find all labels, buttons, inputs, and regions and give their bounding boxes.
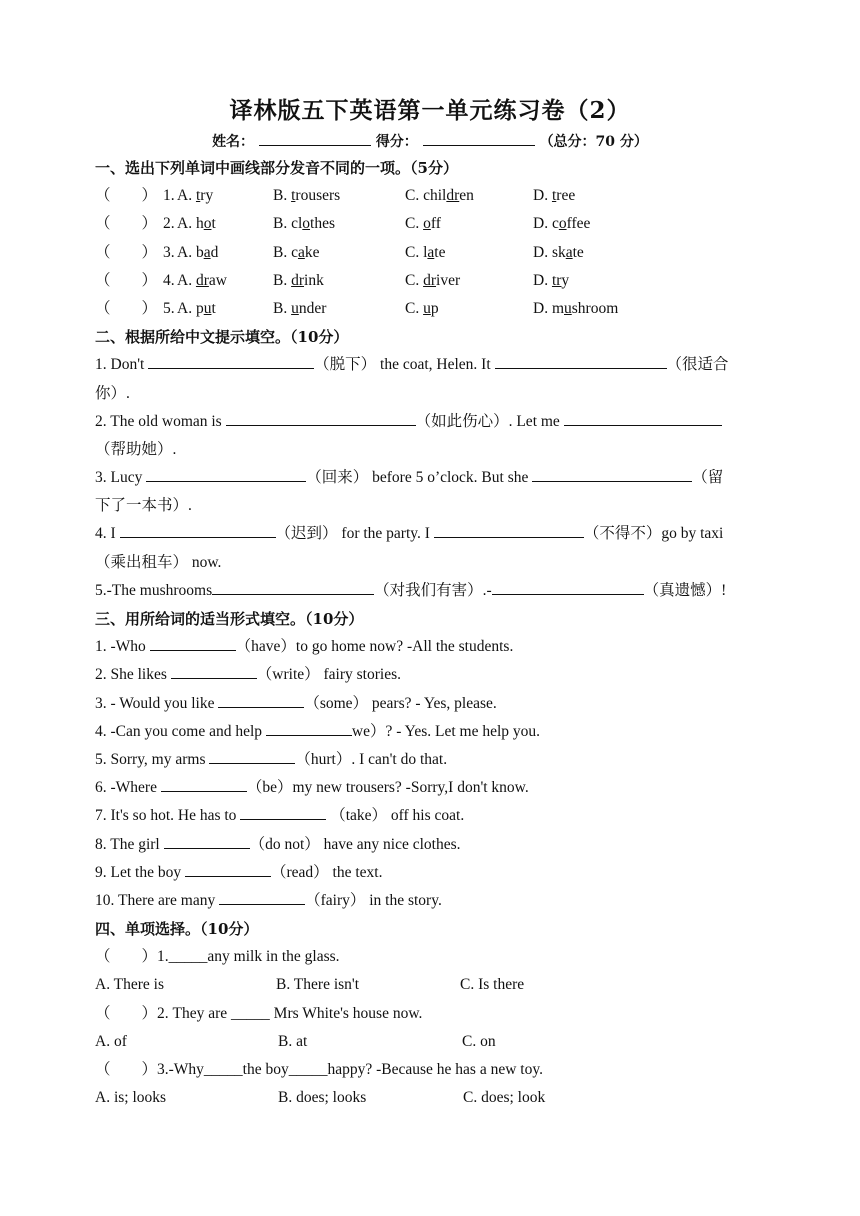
answer-blank[interactable] bbox=[532, 467, 692, 482]
answer-blank[interactable] bbox=[146, 467, 306, 482]
option-b[interactable] bbox=[273, 182, 340, 210]
option-a[interactable] bbox=[177, 239, 218, 267]
s3-text: （hurt）. I can't do that. bbox=[295, 750, 448, 768]
option-c[interactable] bbox=[405, 239, 445, 267]
option-c[interactable] bbox=[405, 267, 460, 295]
option-rest: shroom bbox=[571, 299, 619, 317]
option-d[interactable] bbox=[533, 295, 618, 323]
option-a[interactable]: A. There is bbox=[95, 976, 165, 994]
s2-text: （如此伤心）. Let me bbox=[415, 412, 564, 430]
option-rest: ink bbox=[304, 271, 324, 289]
s1-item-4 bbox=[95, 267, 775, 295]
answer-blank[interactable] bbox=[240, 805, 326, 820]
name-blank[interactable] bbox=[259, 131, 371, 146]
s4-question-2 bbox=[95, 1000, 775, 1028]
option-rest: te bbox=[572, 243, 584, 261]
underlined-letters: dr bbox=[446, 187, 460, 205]
underlined-letters: a bbox=[203, 243, 211, 261]
option-b[interactable]: B. at bbox=[278, 1032, 308, 1050]
s1-item-3 bbox=[95, 239, 775, 267]
s3-text: （have）to go home now? -All the students. bbox=[235, 638, 514, 656]
s2-line-4-cont: （乘出租车） now. bbox=[95, 553, 222, 571]
section-3-items bbox=[95, 633, 775, 915]
s1-item-2 bbox=[95, 210, 775, 238]
option-c[interactable] bbox=[405, 182, 474, 210]
answer-blank[interactable] bbox=[219, 890, 305, 905]
option-rest: en bbox=[459, 187, 474, 205]
item-number: 4. bbox=[163, 271, 175, 289]
s2-text: （回来） before 5 o’clock. But she bbox=[306, 469, 533, 487]
option-middle: r bbox=[556, 187, 562, 205]
option-a[interactable] bbox=[177, 295, 216, 323]
student-info-line bbox=[0, 131, 860, 151]
s3-item-2 bbox=[95, 661, 775, 689]
answer-blank[interactable] bbox=[209, 749, 295, 764]
s3-item-5 bbox=[95, 746, 775, 774]
answer-bracket[interactable]: （ ） bbox=[95, 243, 158, 261]
underlined-letters: o bbox=[203, 215, 212, 233]
s3-text: （write） fairy stories. bbox=[256, 666, 401, 684]
underlined-letters: t bbox=[291, 187, 296, 205]
option-rest: y bbox=[561, 271, 570, 289]
option-b[interactable] bbox=[273, 295, 326, 323]
underlined-letters: u bbox=[203, 299, 212, 317]
option-b[interactable]: B. There isn't bbox=[276, 976, 360, 994]
option-rest: t bbox=[211, 215, 216, 233]
answer-blank[interactable] bbox=[495, 354, 667, 369]
underlined-letters: t bbox=[195, 187, 201, 205]
s3-text: （take） off his coat. bbox=[326, 807, 465, 825]
underlined-letters: o bbox=[558, 215, 567, 233]
s3-item-4 bbox=[95, 718, 775, 746]
option-prefix: A. bbox=[177, 187, 196, 205]
option-b[interactable]: B. does; looks bbox=[278, 1089, 367, 1107]
underlined-letters: dr bbox=[423, 271, 437, 289]
answer-blank[interactable] bbox=[212, 580, 374, 595]
answer-blank[interactable] bbox=[564, 411, 722, 426]
option-prefix: C. chil bbox=[405, 187, 447, 205]
answer-bracket[interactable]: （ ） bbox=[95, 1061, 158, 1078]
option-prefix: D. m bbox=[533, 299, 564, 317]
option-b[interactable] bbox=[273, 239, 320, 267]
underlined-letters: tr bbox=[551, 271, 562, 289]
option-d[interactable] bbox=[533, 210, 590, 238]
underlined-letters: a bbox=[565, 243, 573, 261]
option-rest: nder bbox=[298, 299, 327, 317]
score-label: 得分： bbox=[375, 134, 418, 150]
s3-item-3 bbox=[95, 690, 775, 718]
option-rest: aw bbox=[208, 271, 227, 289]
underlined-letters: o bbox=[423, 215, 431, 233]
item-number: 5. bbox=[163, 299, 175, 317]
s3-text: 9. Let the boy bbox=[95, 863, 185, 881]
option-d[interactable] bbox=[533, 182, 575, 210]
s3-text: （read） the text. bbox=[270, 863, 383, 881]
underlined-letters: u bbox=[423, 299, 431, 317]
section-1-items bbox=[95, 182, 775, 323]
s2-text: 3. Lucy bbox=[95, 469, 147, 487]
answer-bracket[interactable]: （ ） bbox=[95, 1004, 158, 1022]
s2-line-2-cont: （帮助她）. bbox=[95, 440, 177, 458]
option-prefix: C. bbox=[405, 299, 424, 317]
question-text: 1._____any milk in the glass. bbox=[157, 948, 340, 966]
option-prefix: C. bbox=[405, 215, 424, 233]
s3-item-1 bbox=[95, 633, 775, 661]
option-c[interactable]: C. Is there bbox=[460, 976, 525, 994]
answer-blank[interactable] bbox=[226, 411, 416, 426]
s3-text: 7. It's so hot. He has to bbox=[95, 807, 241, 825]
s2-text: 4. I bbox=[95, 525, 120, 543]
option-rest: ffee bbox=[566, 215, 591, 233]
option-prefix: D. bbox=[533, 271, 552, 289]
s2-line-3 bbox=[95, 464, 775, 492]
s3-text: （fairy） in the story. bbox=[305, 891, 442, 909]
total-score: （总分：70 分） bbox=[539, 134, 648, 150]
option-b[interactable] bbox=[273, 210, 335, 238]
underlined-letters: u bbox=[564, 299, 572, 317]
option-prefix: B. bbox=[273, 299, 292, 317]
s4-options-1 bbox=[95, 971, 775, 999]
option-rest: y bbox=[205, 187, 214, 205]
option-prefix: C. l bbox=[405, 243, 428, 261]
s3-text: we）? - Yes. Let me help you. bbox=[351, 722, 541, 740]
s4-options-3 bbox=[95, 1084, 775, 1112]
answer-blank[interactable] bbox=[150, 636, 236, 651]
option-c[interactable]: C. does; look bbox=[463, 1089, 546, 1107]
item-number: 2. bbox=[163, 215, 175, 233]
option-a[interactable] bbox=[177, 267, 227, 295]
option-a[interactable] bbox=[177, 210, 216, 238]
option-prefix: A. bbox=[177, 271, 196, 289]
s2-text: （不得不）go by taxi bbox=[583, 525, 724, 543]
s3-item-9 bbox=[95, 859, 775, 887]
s3-text: 5. Sorry, my arms bbox=[95, 750, 210, 768]
option-prefix: D. c bbox=[533, 215, 559, 233]
page-title: 译林版五下英语第一单元练习卷（2） bbox=[229, 97, 631, 124]
option-prefix: D. bbox=[533, 187, 552, 205]
answer-bracket[interactable]: （ ） bbox=[95, 299, 158, 317]
underlined-letters: t bbox=[551, 187, 557, 205]
s4-question-3 bbox=[95, 1056, 775, 1084]
s2-line-3-cont: 下了一本书）. bbox=[95, 497, 192, 515]
s3-text: 1. -Who bbox=[95, 638, 150, 656]
answer-blank[interactable] bbox=[185, 862, 271, 877]
s2-text: （对我们有害）.- bbox=[374, 581, 492, 599]
section-3-heading: 三、用所给词的适当形式填空。（10分） bbox=[95, 610, 364, 628]
s1-item-1 bbox=[95, 182, 775, 210]
answer-blank[interactable] bbox=[492, 580, 644, 595]
s2-line-1 bbox=[95, 351, 775, 379]
answer-blank[interactable] bbox=[434, 523, 584, 538]
answer-bracket[interactable]: （ ） bbox=[95, 215, 158, 233]
option-prefix: A. b bbox=[177, 243, 204, 261]
s3-item-7 bbox=[95, 802, 775, 830]
s1-item-5 bbox=[95, 295, 775, 323]
s2-text: （留 bbox=[692, 469, 724, 487]
s4-options-2 bbox=[95, 1028, 775, 1056]
option-prefix: A. h bbox=[177, 215, 204, 233]
underlined-letters: dr bbox=[291, 271, 305, 289]
s2-text: （迟到） for the party. I bbox=[275, 525, 434, 543]
option-a[interactable] bbox=[177, 182, 213, 210]
option-rest: te bbox=[434, 243, 446, 261]
name-label: 姓名： bbox=[212, 134, 255, 150]
s2-text: （真遗憾）! bbox=[643, 581, 727, 599]
s3-text: 4. -Can you come and help bbox=[95, 722, 266, 740]
option-d[interactable] bbox=[533, 239, 584, 267]
option-c[interactable] bbox=[405, 295, 439, 323]
item-number: 3. bbox=[163, 243, 175, 261]
option-rest: ke bbox=[304, 243, 320, 261]
question-text: 3.-Why_____the boy_____happy? -Because he has a new toy. bbox=[157, 1061, 543, 1078]
s3-text: 6. -Where bbox=[95, 779, 161, 797]
option-prefix: B. bbox=[273, 187, 292, 205]
s2-line-4 bbox=[95, 520, 775, 548]
answer-blank[interactable] bbox=[266, 721, 352, 736]
option-d[interactable] bbox=[533, 267, 569, 295]
section-1-heading: 一、选出下列单词中画线部分发音不同的一项。（5分） bbox=[95, 159, 458, 177]
option-c[interactable] bbox=[405, 210, 441, 238]
answer-bracket[interactable]: （ ） bbox=[95, 187, 158, 205]
option-rest: p bbox=[430, 299, 439, 317]
s2-text: （很适合 bbox=[666, 356, 729, 374]
underlined-letters: a bbox=[427, 243, 435, 261]
answer-blank[interactable] bbox=[218, 693, 304, 708]
option-middle: r bbox=[200, 187, 206, 205]
underlined-letters: o bbox=[302, 215, 311, 233]
s3-text: 2. She likes bbox=[95, 666, 171, 684]
answer-blank[interactable] bbox=[120, 523, 276, 538]
option-rest: thes bbox=[310, 215, 335, 233]
s2-text: （脱下） the coat, Helen. It bbox=[314, 356, 495, 374]
s3-item-6 bbox=[95, 774, 775, 802]
item-number: 1. bbox=[163, 187, 175, 205]
underlined-letters: dr bbox=[195, 271, 209, 289]
option-b[interactable] bbox=[273, 267, 324, 295]
s2-text: 2. The old woman is bbox=[95, 412, 226, 430]
worksheet-body bbox=[95, 154, 775, 1112]
answer-bracket[interactable]: （ ） bbox=[95, 948, 158, 966]
s3-item-10 bbox=[95, 887, 775, 915]
option-prefix: A. p bbox=[177, 299, 204, 317]
s2-text: 1. Don't bbox=[95, 356, 149, 374]
score-blank[interactable] bbox=[423, 131, 535, 146]
underlined-letters: a bbox=[297, 243, 305, 261]
option-rest: ousers bbox=[300, 187, 341, 205]
s3-text: （be）my new trousers? -Sorry,I don't know. bbox=[246, 779, 529, 797]
answer-blank[interactable] bbox=[171, 664, 257, 679]
option-rest: d bbox=[210, 243, 219, 261]
answer-blank[interactable] bbox=[161, 777, 247, 792]
s3-text: 8. The girl bbox=[95, 835, 164, 853]
option-a[interactable]: A. of bbox=[95, 1032, 127, 1050]
option-middle: r bbox=[295, 187, 301, 205]
s2-line-1-cont: 你）. bbox=[95, 384, 130, 402]
option-rest: t bbox=[211, 299, 216, 317]
answer-blank[interactable] bbox=[164, 834, 250, 849]
option-rest: iver bbox=[436, 271, 461, 289]
s3-text: （some） pears? - Yes, please. bbox=[304, 694, 497, 712]
answer-bracket[interactable]: （ ） bbox=[95, 271, 158, 289]
s2-text: 5.-The mushrooms bbox=[95, 581, 213, 599]
s2-line-5 bbox=[95, 577, 775, 605]
s4-question-1 bbox=[95, 943, 775, 971]
option-prefix: B. bbox=[273, 271, 292, 289]
s3-text: 3. - Would you like bbox=[95, 694, 219, 712]
s2-line-2 bbox=[95, 408, 775, 436]
section-2-heading: 二、根据所给中文提示填空。（10分） bbox=[95, 328, 349, 347]
question-text: 2. They are _____ Mrs White's house now. bbox=[157, 1004, 423, 1022]
section-4-heading: 四、单项选择。（10分） bbox=[95, 920, 259, 939]
option-prefix: B. c bbox=[273, 243, 298, 261]
option-prefix: B. cl bbox=[273, 215, 303, 233]
underlined-letters: u bbox=[291, 299, 299, 317]
option-rest: ee bbox=[561, 187, 576, 205]
option-rest: ff bbox=[430, 215, 441, 233]
option-prefix: C. bbox=[405, 271, 424, 289]
option-prefix: D. sk bbox=[533, 243, 566, 261]
s3-text: （do not） have any nice clothes. bbox=[249, 835, 461, 853]
answer-blank[interactable] bbox=[148, 354, 314, 369]
s3-item-8 bbox=[95, 831, 775, 859]
option-a[interactable]: A. is; looks bbox=[95, 1089, 167, 1107]
option-c[interactable]: C. on bbox=[462, 1032, 496, 1050]
s3-text: 10. There are many bbox=[95, 891, 220, 909]
